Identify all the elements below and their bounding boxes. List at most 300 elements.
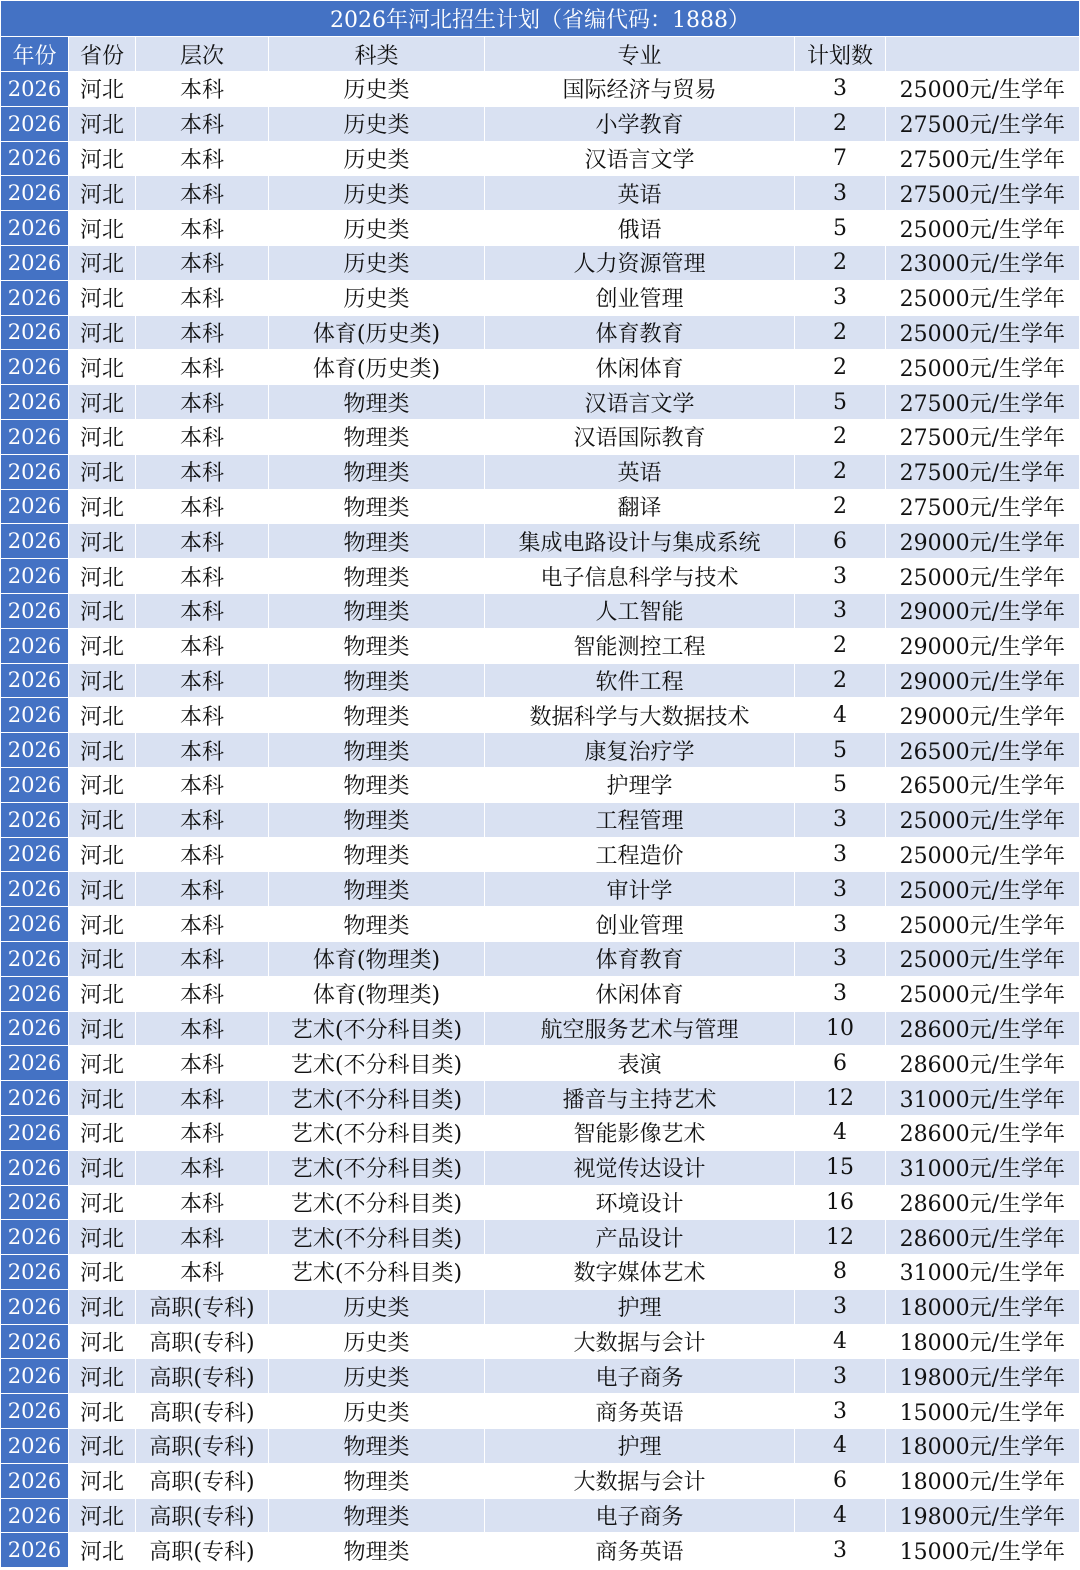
province-cell: 河北 (69, 733, 136, 768)
major-cell: 商务英语 (485, 1533, 795, 1568)
plan-count-cell: 4 (795, 1498, 886, 1533)
plan-count-cell: 12 (795, 1081, 886, 1116)
major-cell: 人工智能 (485, 593, 795, 628)
province-cell: 河北 (69, 907, 136, 942)
plan-count-cell: 2 (795, 628, 886, 663)
table-row (1, 1394, 1080, 1429)
table-row (1, 1463, 1080, 1498)
province-cell: 河北 (69, 1081, 136, 1116)
major-cell: 视觉传达设计 (485, 1150, 795, 1185)
category-cell: 历史类 (269, 141, 485, 176)
table-row (1, 663, 1080, 698)
table-row (1, 280, 1080, 315)
category-cell: 物理类 (269, 802, 485, 837)
header-major: 专业 (485, 37, 795, 72)
level-cell: 本科 (136, 802, 269, 837)
category-cell: 艺术(不分科目类) (269, 1046, 485, 1081)
plan-count-cell: 4 (795, 1115, 886, 1150)
table-row (1, 385, 1080, 420)
fee-cell: 31000元/生学年 (886, 1081, 1080, 1116)
table-row (1, 733, 1080, 768)
fee-cell: 25000元/生学年 (886, 280, 1080, 315)
level-cell: 高职(专科) (136, 1359, 269, 1394)
fee-cell: 25000元/生学年 (886, 315, 1080, 350)
fee-cell: 18000元/生学年 (886, 1463, 1080, 1498)
category-cell: 体育(物理类) (269, 976, 485, 1011)
table-row (1, 837, 1080, 872)
plan-count-cell: 3 (795, 593, 886, 628)
level-cell: 本科 (136, 1220, 269, 1255)
year-cell: 2026 (1, 593, 69, 628)
major-cell: 工程造价 (485, 837, 795, 872)
fee-cell: 27500元/生学年 (886, 106, 1080, 141)
table-row (1, 489, 1080, 524)
fee-cell: 27500元/生学年 (886, 385, 1080, 420)
level-cell: 本科 (136, 976, 269, 1011)
category-cell: 体育(历史类) (269, 350, 485, 385)
major-cell: 康复治疗学 (485, 733, 795, 768)
province-cell: 河北 (69, 1394, 136, 1429)
table-row (1, 1359, 1080, 1394)
category-cell: 物理类 (269, 1498, 485, 1533)
fee-cell: 28600元/生学年 (886, 1220, 1080, 1255)
table-row (1, 315, 1080, 350)
major-cell: 人力资源管理 (485, 245, 795, 280)
fee-cell: 15000元/生学年 (886, 1394, 1080, 1429)
level-cell: 本科 (136, 1081, 269, 1116)
category-cell: 艺术(不分科目类) (269, 1185, 485, 1220)
fee-cell: 25000元/生学年 (886, 559, 1080, 594)
plan-count-cell: 3 (795, 280, 886, 315)
level-cell: 本科 (136, 315, 269, 350)
category-cell: 物理类 (269, 698, 485, 733)
year-cell: 2026 (1, 106, 69, 141)
table-row (1, 1429, 1080, 1464)
fee-cell: 29000元/生学年 (886, 593, 1080, 628)
fee-cell: 25000元/生学年 (886, 941, 1080, 976)
province-cell: 河北 (69, 1359, 136, 1394)
plan-count-cell: 4 (795, 698, 886, 733)
major-cell: 环境设计 (485, 1185, 795, 1220)
major-cell: 产品设计 (485, 1220, 795, 1255)
category-cell: 物理类 (269, 837, 485, 872)
province-cell: 河北 (69, 1115, 136, 1150)
province-cell: 河北 (69, 141, 136, 176)
year-cell: 2026 (1, 1255, 69, 1290)
table-row (1, 245, 1080, 280)
table-title: 2026年河北招生计划（省编代码：1888） (1, 1, 1080, 37)
plan-count-cell: 2 (795, 350, 886, 385)
level-cell: 本科 (136, 628, 269, 663)
plan-count-cell: 4 (795, 1429, 886, 1464)
plan-count-cell: 3 (795, 941, 886, 976)
major-cell: 智能影像艺术 (485, 1115, 795, 1150)
major-cell: 护理 (485, 1429, 795, 1464)
plan-count-cell: 7 (795, 141, 886, 176)
year-cell: 2026 (1, 454, 69, 489)
fee-cell: 31000元/生学年 (886, 1255, 1080, 1290)
province-cell: 河北 (69, 176, 136, 211)
table-row (1, 1185, 1080, 1220)
fee-cell: 27500元/生学年 (886, 454, 1080, 489)
category-cell: 物理类 (269, 733, 485, 768)
level-cell: 本科 (136, 106, 269, 141)
province-cell: 河北 (69, 767, 136, 802)
title-row (1, 1, 1080, 37)
year-cell: 2026 (1, 72, 69, 107)
fee-cell: 28600元/生学年 (886, 1185, 1080, 1220)
category-cell: 物理类 (269, 559, 485, 594)
major-cell: 电子商务 (485, 1498, 795, 1533)
major-cell: 集成电路设计与集成系统 (485, 524, 795, 559)
level-cell: 本科 (136, 698, 269, 733)
plan-count-cell: 3 (795, 976, 886, 1011)
year-cell: 2026 (1, 1463, 69, 1498)
category-cell: 物理类 (269, 1429, 485, 1464)
fee-cell: 19800元/生学年 (886, 1498, 1080, 1533)
table-row (1, 976, 1080, 1011)
major-cell: 电子商务 (485, 1359, 795, 1394)
level-cell: 本科 (136, 419, 269, 454)
province-cell: 河北 (69, 106, 136, 141)
table-row (1, 1255, 1080, 1290)
province-cell: 河北 (69, 976, 136, 1011)
level-cell: 本科 (136, 872, 269, 907)
category-cell: 历史类 (269, 245, 485, 280)
level-cell: 本科 (136, 1150, 269, 1185)
table-row (1, 1011, 1080, 1046)
year-cell: 2026 (1, 1324, 69, 1359)
table-row (1, 1498, 1080, 1533)
major-cell: 英语 (485, 176, 795, 211)
major-cell: 护理 (485, 1289, 795, 1324)
plan-count-cell: 3 (795, 1289, 886, 1324)
table-row (1, 1220, 1080, 1255)
year-cell: 2026 (1, 1115, 69, 1150)
plan-count-cell: 6 (795, 1463, 886, 1498)
category-cell: 物理类 (269, 454, 485, 489)
province-cell: 河北 (69, 1533, 136, 1568)
fee-cell: 25000元/生学年 (886, 350, 1080, 385)
level-cell: 本科 (136, 1046, 269, 1081)
table-row (1, 698, 1080, 733)
category-cell: 历史类 (269, 211, 485, 246)
plan-count-cell: 3 (795, 802, 886, 837)
plan-count-cell: 3 (795, 1394, 886, 1429)
year-cell: 2026 (1, 489, 69, 524)
province-cell: 河北 (69, 419, 136, 454)
level-cell: 高职(专科) (136, 1533, 269, 1568)
province-cell: 河北 (69, 1255, 136, 1290)
table-row (1, 72, 1080, 107)
level-cell: 本科 (136, 489, 269, 524)
major-cell: 英语 (485, 454, 795, 489)
level-cell: 本科 (136, 559, 269, 594)
category-cell: 物理类 (269, 1533, 485, 1568)
level-cell: 本科 (136, 593, 269, 628)
year-cell: 2026 (1, 663, 69, 698)
fee-cell: 25000元/生学年 (886, 211, 1080, 246)
category-cell: 艺术(不分科目类) (269, 1011, 485, 1046)
table-row (1, 141, 1080, 176)
fee-cell: 27500元/生学年 (886, 176, 1080, 211)
fee-cell: 27500元/生学年 (886, 141, 1080, 176)
table-row (1, 419, 1080, 454)
year-cell: 2026 (1, 315, 69, 350)
fee-cell: 25000元/生学年 (886, 72, 1080, 107)
plan-count-cell: 2 (795, 106, 886, 141)
year-cell: 2026 (1, 1081, 69, 1116)
province-cell: 河北 (69, 1011, 136, 1046)
fee-cell: 19800元/生学年 (886, 1359, 1080, 1394)
province-cell: 河北 (69, 350, 136, 385)
year-cell: 2026 (1, 1429, 69, 1464)
province-cell: 河北 (69, 1046, 136, 1081)
category-cell: 物理类 (269, 489, 485, 524)
major-cell: 汉语言文学 (485, 141, 795, 176)
year-cell: 2026 (1, 628, 69, 663)
fee-cell: 29000元/生学年 (886, 628, 1080, 663)
plan-count-cell: 2 (795, 315, 886, 350)
category-cell: 历史类 (269, 1359, 485, 1394)
header-fee (886, 37, 1080, 72)
plan-count-cell: 2 (795, 245, 886, 280)
province-cell: 河北 (69, 941, 136, 976)
major-cell: 创业管理 (485, 280, 795, 315)
level-cell: 本科 (136, 1185, 269, 1220)
fee-cell: 28600元/生学年 (886, 1046, 1080, 1081)
major-cell: 工程管理 (485, 802, 795, 837)
major-cell: 航空服务艺术与管理 (485, 1011, 795, 1046)
level-cell: 本科 (136, 141, 269, 176)
level-cell: 本科 (136, 733, 269, 768)
table-row (1, 1046, 1080, 1081)
category-cell: 历史类 (269, 1394, 485, 1429)
header-plan-count: 计划数 (795, 37, 886, 72)
year-cell: 2026 (1, 976, 69, 1011)
header-year: 年份 (1, 37, 69, 72)
level-cell: 本科 (136, 1255, 269, 1290)
major-cell: 体育教育 (485, 941, 795, 976)
fee-cell: 25000元/生学年 (886, 907, 1080, 942)
plan-count-cell: 3 (795, 907, 886, 942)
year-cell: 2026 (1, 350, 69, 385)
level-cell: 本科 (136, 837, 269, 872)
province-cell: 河北 (69, 663, 136, 698)
province-cell: 河北 (69, 280, 136, 315)
fee-cell: 25000元/生学年 (886, 837, 1080, 872)
province-cell: 河北 (69, 489, 136, 524)
major-cell: 数字媒体艺术 (485, 1255, 795, 1290)
fee-cell: 27500元/生学年 (886, 419, 1080, 454)
category-cell: 体育(历史类) (269, 315, 485, 350)
table-row (1, 1081, 1080, 1116)
plan-count-cell: 5 (795, 211, 886, 246)
level-cell: 本科 (136, 211, 269, 246)
category-cell: 历史类 (269, 72, 485, 107)
header-category: 科类 (269, 37, 485, 72)
fee-cell: 25000元/生学年 (886, 872, 1080, 907)
year-cell: 2026 (1, 1498, 69, 1533)
table-row (1, 767, 1080, 802)
fee-cell: 23000元/生学年 (886, 245, 1080, 280)
year-cell: 2026 (1, 385, 69, 420)
province-cell: 河北 (69, 1150, 136, 1185)
year-cell: 2026 (1, 280, 69, 315)
category-cell: 历史类 (269, 1324, 485, 1359)
major-cell: 软件工程 (485, 663, 795, 698)
table-row (1, 593, 1080, 628)
province-cell: 河北 (69, 211, 136, 246)
level-cell: 本科 (136, 941, 269, 976)
major-cell: 播音与主持艺术 (485, 1081, 795, 1116)
table-row (1, 1289, 1080, 1324)
plan-count-cell: 3 (795, 1359, 886, 1394)
province-cell: 河北 (69, 1220, 136, 1255)
category-cell: 物理类 (269, 524, 485, 559)
fee-cell: 26500元/生学年 (886, 733, 1080, 768)
year-cell: 2026 (1, 419, 69, 454)
major-cell: 汉语言文学 (485, 385, 795, 420)
category-cell: 物理类 (269, 907, 485, 942)
level-cell: 本科 (136, 1011, 269, 1046)
fee-cell: 18000元/生学年 (886, 1324, 1080, 1359)
category-cell: 历史类 (269, 280, 485, 315)
level-cell: 高职(专科) (136, 1324, 269, 1359)
fee-cell: 28600元/生学年 (886, 1011, 1080, 1046)
fee-cell: 31000元/生学年 (886, 1150, 1080, 1185)
province-cell: 河北 (69, 385, 136, 420)
year-cell: 2026 (1, 872, 69, 907)
table-row (1, 524, 1080, 559)
table-row (1, 559, 1080, 594)
province-cell: 河北 (69, 1498, 136, 1533)
fee-cell: 28600元/生学年 (886, 1115, 1080, 1150)
level-cell: 本科 (136, 454, 269, 489)
category-cell: 物理类 (269, 767, 485, 802)
table-row (1, 106, 1080, 141)
year-cell: 2026 (1, 176, 69, 211)
plan-count-cell: 12 (795, 1220, 886, 1255)
year-cell: 2026 (1, 1394, 69, 1429)
province-cell: 河北 (69, 245, 136, 280)
major-cell: 表演 (485, 1046, 795, 1081)
level-cell: 本科 (136, 385, 269, 420)
major-cell: 护理学 (485, 767, 795, 802)
level-cell: 高职(专科) (136, 1429, 269, 1464)
table-row (1, 211, 1080, 246)
province-cell: 河北 (69, 559, 136, 594)
plan-count-cell: 15 (795, 1150, 886, 1185)
year-cell: 2026 (1, 1185, 69, 1220)
year-cell: 2026 (1, 941, 69, 976)
category-cell: 物理类 (269, 1463, 485, 1498)
plan-count-cell: 10 (795, 1011, 886, 1046)
fee-cell: 29000元/生学年 (886, 663, 1080, 698)
year-cell: 2026 (1, 1046, 69, 1081)
province-cell: 河北 (69, 315, 136, 350)
province-cell: 河北 (69, 1289, 136, 1324)
province-cell: 河北 (69, 72, 136, 107)
year-cell: 2026 (1, 837, 69, 872)
major-cell: 创业管理 (485, 907, 795, 942)
year-cell: 2026 (1, 1533, 69, 1568)
year-cell: 2026 (1, 1220, 69, 1255)
header-level: 层次 (136, 37, 269, 72)
year-cell: 2026 (1, 524, 69, 559)
major-cell: 数据科学与大数据技术 (485, 698, 795, 733)
table-row (1, 176, 1080, 211)
major-cell: 体育教育 (485, 315, 795, 350)
plan-count-cell: 5 (795, 385, 886, 420)
major-cell: 大数据与会计 (485, 1324, 795, 1359)
category-cell: 历史类 (269, 176, 485, 211)
category-cell: 艺术(不分科目类) (269, 1150, 485, 1185)
major-cell: 小学教育 (485, 106, 795, 141)
major-cell: 汉语国际教育 (485, 419, 795, 454)
category-cell: 物理类 (269, 628, 485, 663)
table-row (1, 802, 1080, 837)
category-cell: 历史类 (269, 1289, 485, 1324)
year-cell: 2026 (1, 559, 69, 594)
level-cell: 高职(专科) (136, 1498, 269, 1533)
province-cell: 河北 (69, 1324, 136, 1359)
year-cell: 2026 (1, 1011, 69, 1046)
province-cell: 河北 (69, 837, 136, 872)
province-cell: 河北 (69, 454, 136, 489)
plan-count-cell: 4 (795, 1324, 886, 1359)
province-cell: 河北 (69, 802, 136, 837)
major-cell: 智能测控工程 (485, 628, 795, 663)
plan-count-cell: 5 (795, 767, 886, 802)
table-row (1, 350, 1080, 385)
province-cell: 河北 (69, 698, 136, 733)
level-cell: 本科 (136, 72, 269, 107)
plan-count-cell: 3 (795, 72, 886, 107)
year-cell: 2026 (1, 802, 69, 837)
plan-count-cell: 3 (795, 872, 886, 907)
level-cell: 高职(专科) (136, 1289, 269, 1324)
province-cell: 河北 (69, 1185, 136, 1220)
category-cell: 物理类 (269, 663, 485, 698)
major-cell: 俄语 (485, 211, 795, 246)
year-cell: 2026 (1, 698, 69, 733)
category-cell: 体育(物理类) (269, 941, 485, 976)
level-cell: 本科 (136, 280, 269, 315)
fee-cell: 29000元/生学年 (886, 698, 1080, 733)
plan-count-cell: 3 (795, 837, 886, 872)
province-cell: 河北 (69, 593, 136, 628)
category-cell: 艺术(不分科目类) (269, 1255, 485, 1290)
year-cell: 2026 (1, 141, 69, 176)
plan-count-cell: 2 (795, 663, 886, 698)
table-row (1, 1150, 1080, 1185)
category-cell: 物理类 (269, 872, 485, 907)
plan-count-cell: 5 (795, 733, 886, 768)
fee-cell: 15000元/生学年 (886, 1533, 1080, 1568)
level-cell: 本科 (136, 767, 269, 802)
major-cell: 大数据与会计 (485, 1463, 795, 1498)
year-cell: 2026 (1, 733, 69, 768)
header-row (1, 37, 1080, 72)
table-row (1, 941, 1080, 976)
major-cell: 休闲体育 (485, 976, 795, 1011)
plan-count-cell: 8 (795, 1255, 886, 1290)
year-cell: 2026 (1, 245, 69, 280)
fee-cell: 18000元/生学年 (886, 1429, 1080, 1464)
table-row (1, 872, 1080, 907)
fee-cell: 29000元/生学年 (886, 524, 1080, 559)
